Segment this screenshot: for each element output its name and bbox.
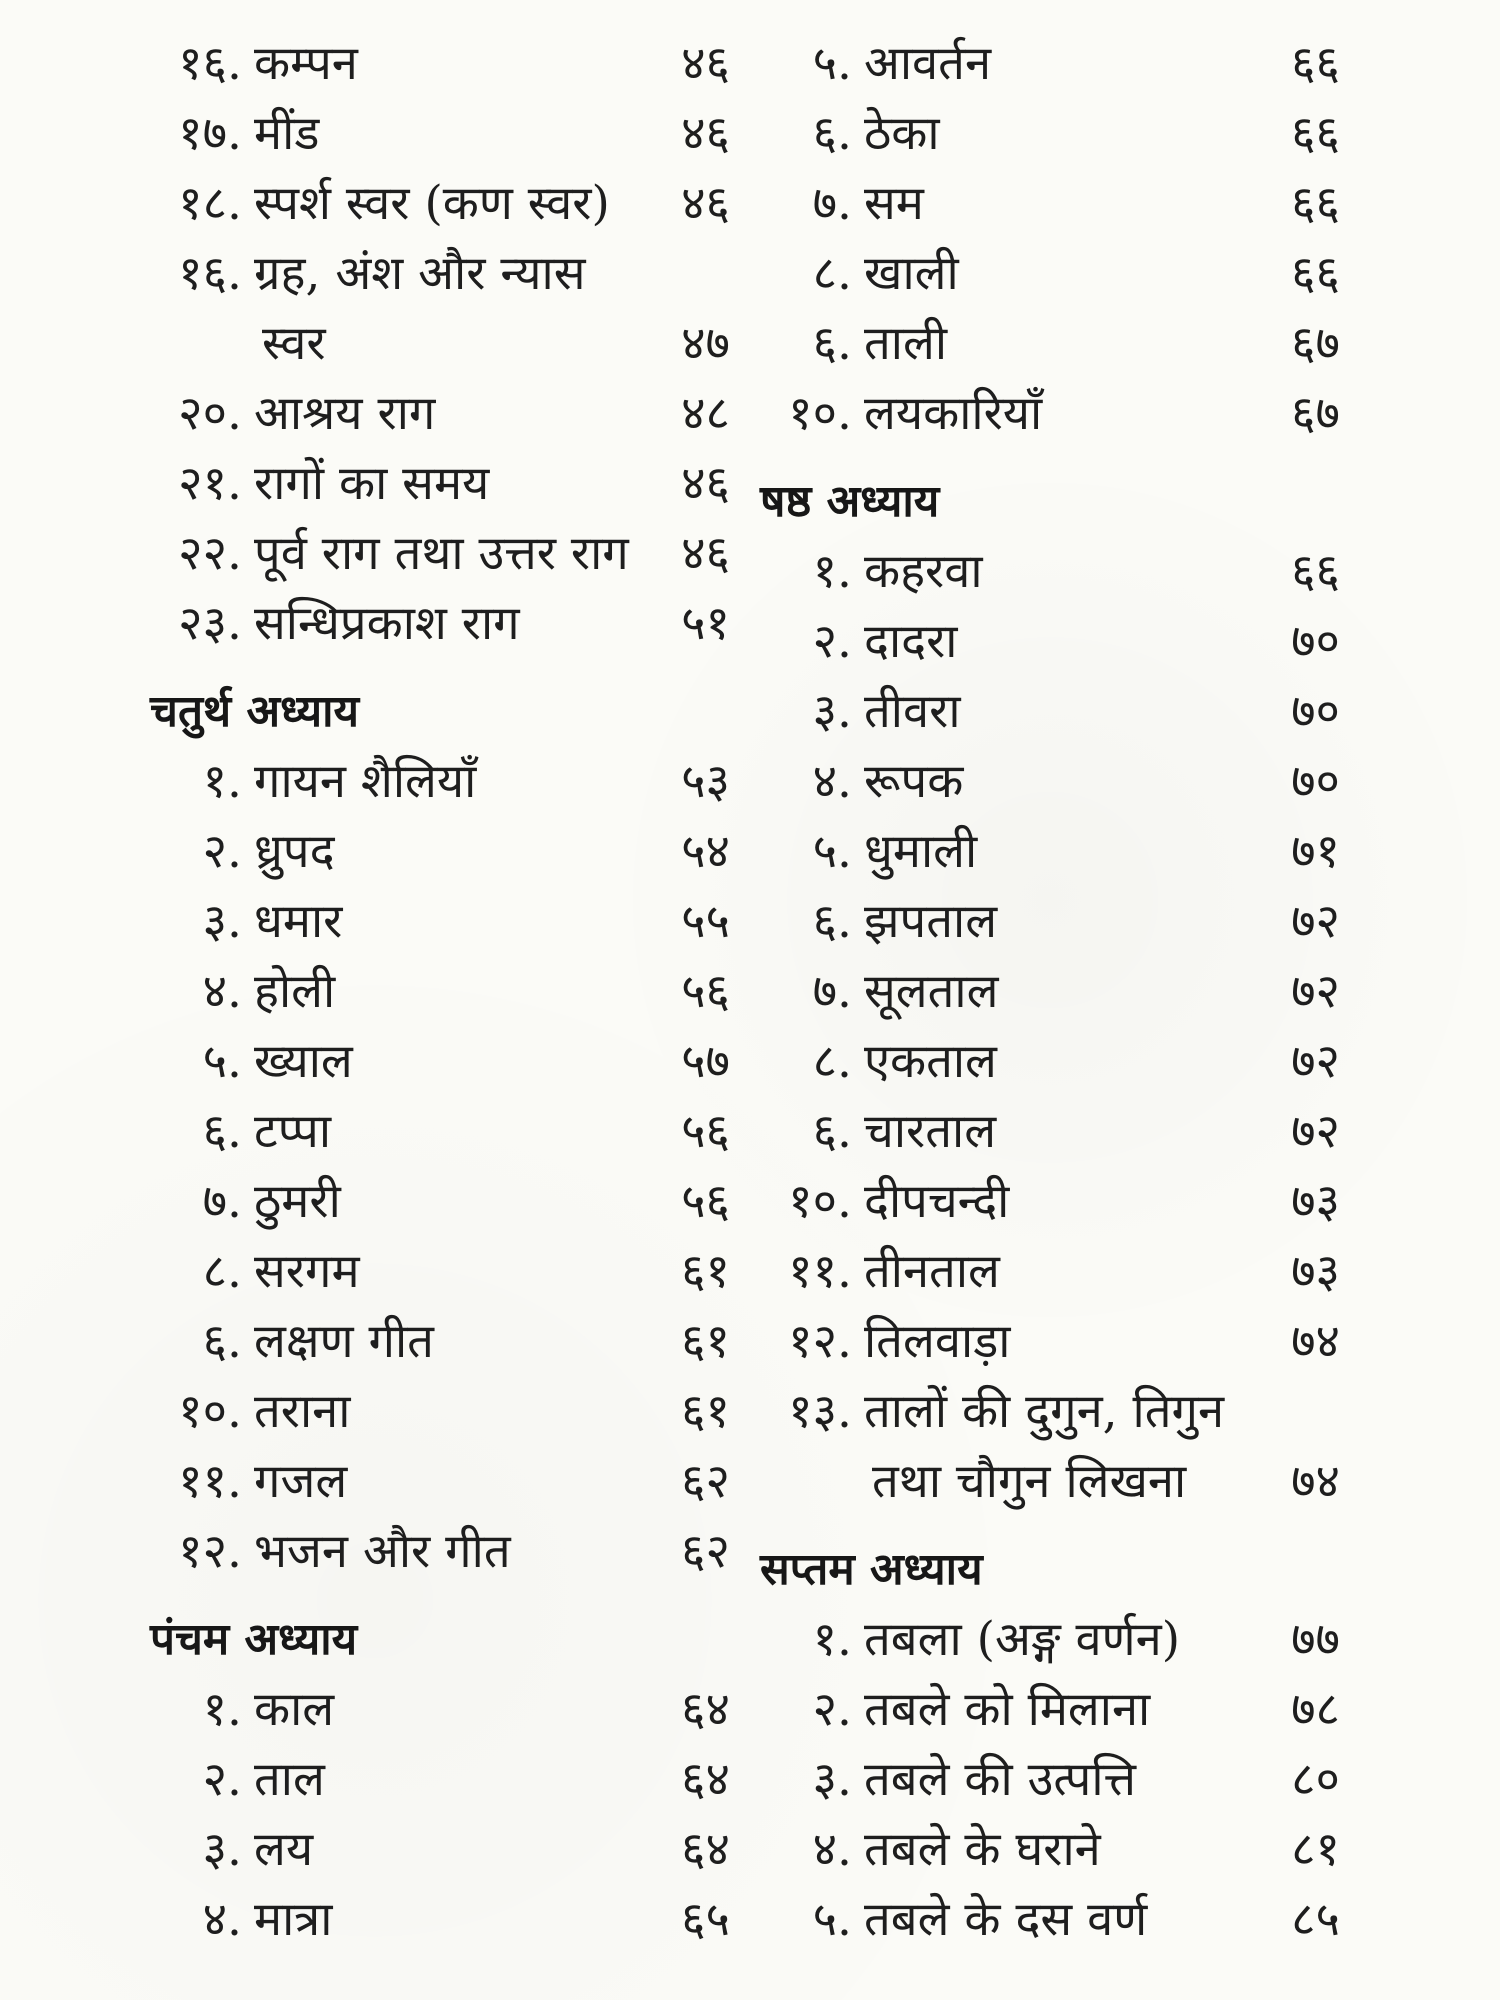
section-heading: चतुर्थ अध्याय	[150, 686, 360, 737]
entry-title: स्पर्श स्वर (कण स्वर)	[254, 176, 610, 231]
entry-page-number: ४६	[681, 526, 730, 581]
entry-title: लयकारियाँ	[864, 386, 1043, 441]
entry-page-number: ४८	[681, 386, 730, 441]
entry-number: ७.	[812, 176, 852, 231]
toc-entry	[150, 1096, 730, 1168]
toc-entry	[150, 1814, 730, 1886]
entry-page-number: ६६	[1291, 176, 1340, 231]
entry-page-number: ७४	[1291, 1454, 1340, 1509]
entry-number: ११.	[178, 1454, 242, 1509]
entry-number: ५.	[202, 1034, 242, 1089]
toc-entry	[150, 956, 730, 1028]
entry-number: ६.	[202, 1104, 242, 1159]
entry-number: १७.	[178, 106, 242, 161]
entry-title: झपताल	[864, 894, 998, 949]
entry-page-number: ६६	[1291, 246, 1340, 301]
entry-title: सरगम	[254, 1244, 360, 1299]
entry-number: १.	[202, 1682, 242, 1737]
entry-page-number: ७१	[1291, 824, 1340, 879]
entry-title: लक्षण गीत	[254, 1314, 434, 1369]
entry-title: तबले के घराने	[864, 1822, 1101, 1877]
entry-title: ग्रह, अंश और न्यास	[254, 246, 586, 301]
toc-entry	[150, 238, 730, 310]
entry-title: सूलताल	[864, 964, 999, 1019]
entry-number: ६.	[812, 316, 852, 371]
entry-number: २.	[812, 614, 852, 669]
entry-title: ठेका	[864, 106, 940, 161]
entry-title: ठुमरी	[254, 1174, 341, 1229]
toc-entry	[150, 1446, 730, 1518]
toc-entry	[760, 1306, 1340, 1378]
entry-title: स्वर	[262, 316, 326, 371]
entry-title: तीनताल	[864, 1244, 1000, 1299]
entry-title: मात्रा	[254, 1892, 333, 1947]
entry-title: ताली	[864, 316, 948, 371]
toc-entry	[760, 1604, 1340, 1676]
entry-page-number: ६२	[681, 1524, 730, 1579]
entry-page-number: ५४	[681, 824, 730, 879]
toc-entry	[760, 956, 1340, 1028]
entry-page-number: ५१	[681, 596, 730, 651]
entry-page-number: ५३	[681, 754, 730, 809]
entry-page-number: ४६	[681, 176, 730, 231]
entry-page-number: ७२	[1291, 894, 1340, 949]
entry-number: ८.	[812, 1034, 852, 1089]
entry-page-number: ४६	[681, 456, 730, 511]
entry-title: तीवरा	[864, 684, 961, 739]
entry-title: गायन शैलियाँ	[254, 754, 477, 809]
entry-number: १६.	[178, 36, 242, 91]
entry-title: तथा चौगुन लिखना	[872, 1454, 1187, 1509]
toc-entry	[150, 1306, 730, 1378]
entry-title: कम्पन	[254, 36, 358, 91]
entry-number: ४.	[202, 964, 242, 1019]
toc-entry	[150, 1744, 730, 1816]
toc-entry	[760, 816, 1340, 888]
entry-number: ६.	[202, 1314, 242, 1369]
entry-number: ८.	[202, 1244, 242, 1299]
entry-page-number: ६४	[681, 1752, 730, 1807]
toc-entry	[760, 746, 1340, 818]
entry-title: रूपक	[864, 754, 964, 809]
entry-title: तबले की उत्पत्ति	[864, 1752, 1137, 1807]
toc-entry	[760, 168, 1340, 240]
entry-number: १०.	[178, 1384, 242, 1439]
toc-entry	[150, 1166, 730, 1238]
entry-page-number: ६१	[681, 1244, 730, 1299]
entry-title: तिलवाड़ा	[864, 1314, 1011, 1369]
entry-page-number: ५७	[681, 1034, 730, 1089]
toc-entry	[760, 886, 1340, 958]
entry-page-number: ८०	[1291, 1752, 1340, 1807]
entry-title: ख्याल	[254, 1034, 353, 1089]
entry-title: ध्रुपद	[254, 824, 335, 879]
entry-page-number: ७३	[1291, 1174, 1340, 1229]
entry-title: गजल	[254, 1454, 348, 1509]
toc-entry	[150, 588, 730, 660]
entry-page-number: ५६	[681, 964, 730, 1019]
entry-number: ७.	[812, 964, 852, 1019]
entry-number: १०.	[788, 1174, 852, 1229]
entry-page-number: ५६	[681, 1104, 730, 1159]
entry-title: दादरा	[864, 614, 958, 669]
entry-title: चारताल	[864, 1104, 997, 1159]
entry-title: तबले के दस वर्ण	[864, 1892, 1148, 1947]
toc-entry	[150, 378, 730, 450]
toc-entry	[150, 518, 730, 590]
toc-entry	[150, 448, 730, 520]
entry-number: २.	[202, 1752, 242, 1807]
toc-entry	[760, 1096, 1340, 1168]
entry-page-number: ४७	[681, 316, 730, 371]
toc-entry	[150, 1674, 730, 1746]
entry-title: तराना	[254, 1384, 351, 1439]
entry-page-number: ६२	[681, 1454, 730, 1509]
entry-title: धुमाली	[864, 824, 978, 879]
section-heading: सप्तम अध्याय	[760, 1544, 983, 1595]
toc-entry	[760, 238, 1340, 310]
entry-number: २१.	[178, 456, 242, 511]
toc-entry	[150, 886, 730, 958]
toc-entry	[760, 1674, 1340, 1746]
entry-title: तबले को मिलाना	[864, 1682, 1151, 1737]
entry-page-number: ७२	[1291, 1104, 1340, 1159]
entry-page-number: ६१	[681, 1314, 730, 1369]
entry-page-number: ७८	[1291, 1682, 1340, 1737]
entry-title: तालों की दुगुन, तिगुन	[864, 1384, 1225, 1439]
entry-page-number: ८१	[1291, 1822, 1340, 1877]
toc-entry-continuation	[760, 1446, 1340, 1518]
entry-number: ३.	[812, 1752, 852, 1807]
entry-number: २३.	[178, 596, 242, 651]
entry-title: आश्रय राग	[254, 386, 436, 441]
toc-entry	[760, 378, 1340, 450]
entry-title: कहरवा	[864, 544, 983, 599]
entry-page-number: ७७	[1291, 1612, 1340, 1667]
entry-page-number: ७०	[1291, 614, 1340, 669]
entry-title: रागों का समय	[254, 456, 490, 511]
toc-entry	[760, 676, 1340, 748]
toc-entry	[760, 1026, 1340, 1098]
entry-number: २२.	[178, 526, 242, 581]
entry-page-number: ७२	[1291, 964, 1340, 1019]
entry-title: सम	[864, 176, 924, 231]
entry-page-number: ६१	[681, 1384, 730, 1439]
toc-entry	[150, 746, 730, 818]
toc-entry	[760, 606, 1340, 678]
toc-entry	[150, 1516, 730, 1588]
entry-page-number: ६७	[1291, 316, 1340, 371]
entry-number: २.	[812, 1682, 852, 1737]
toc-entry	[760, 1166, 1340, 1238]
entry-number: १.	[812, 1612, 852, 1667]
entry-page-number: ७०	[1291, 754, 1340, 809]
entry-page-number: ४६	[681, 36, 730, 91]
entry-title: काल	[254, 1682, 335, 1737]
entry-page-number: ७०	[1291, 684, 1340, 739]
entry-title: सन्धिप्रकाश राग	[254, 596, 520, 651]
entry-number: २०.	[178, 386, 242, 441]
toc-entry	[760, 1744, 1340, 1816]
entry-number: १२.	[178, 1524, 242, 1579]
entry-page-number: ७२	[1291, 1034, 1340, 1089]
entry-number: ८.	[812, 246, 852, 301]
entry-number: १२.	[788, 1314, 852, 1369]
entry-page-number: ६४	[681, 1682, 730, 1737]
entry-number: १.	[202, 754, 242, 809]
entry-page-number: ७३	[1291, 1244, 1340, 1299]
entry-title: टप्पा	[254, 1104, 332, 1159]
toc-entry	[760, 28, 1340, 100]
entry-page-number: ५५	[681, 894, 730, 949]
toc-entry	[760, 536, 1340, 608]
toc-entry	[760, 98, 1340, 170]
entry-number: ११.	[788, 1244, 852, 1299]
entry-page-number: ६७	[1291, 386, 1340, 441]
entry-page-number: ४६	[681, 106, 730, 161]
toc-entry	[760, 1236, 1340, 1308]
entry-number: ३.	[202, 1822, 242, 1877]
toc-entry	[150, 1026, 730, 1098]
section-heading: षष्ठ अध्याय	[760, 476, 940, 527]
entry-page-number: ६४	[681, 1822, 730, 1877]
entry-title: तबला (अङ्ग वर्णन)	[864, 1612, 1181, 1667]
entry-page-number: ६६	[1291, 106, 1340, 161]
entry-number: १६.	[178, 246, 242, 301]
entry-title: ताल	[254, 1752, 325, 1807]
entry-number: ४.	[812, 754, 852, 809]
toc-entry	[150, 168, 730, 240]
toc-entry	[760, 1814, 1340, 1886]
entry-title: होली	[254, 964, 336, 1019]
toc-entry	[150, 28, 730, 100]
entry-title: पूर्व राग तथा उत्तर राग	[254, 526, 629, 581]
entry-title: एकताल	[864, 1034, 997, 1089]
entry-page-number: ६६	[1291, 544, 1340, 599]
entry-number: ६.	[812, 1104, 852, 1159]
entry-page-number: ८५	[1291, 1892, 1340, 1947]
entry-title: दीपचन्दी	[864, 1174, 1010, 1229]
section-heading: पंचम अध्याय	[150, 1614, 358, 1665]
entry-page-number: ६६	[1291, 36, 1340, 91]
toc-entry	[760, 1376, 1340, 1448]
entry-number: ४.	[202, 1892, 242, 1947]
entry-title: लय	[254, 1822, 314, 1877]
toc-entry	[150, 1884, 730, 1956]
entry-page-number: ६५	[681, 1892, 730, 1947]
toc-entry-continuation	[150, 308, 730, 380]
entry-number: ४.	[812, 1822, 852, 1877]
toc-entry	[150, 1236, 730, 1308]
entry-title: मींड	[254, 106, 320, 161]
toc-entry	[760, 308, 1340, 380]
toc-entry	[150, 1376, 730, 1448]
entry-title: खाली	[864, 246, 959, 301]
entry-number: १०.	[788, 386, 852, 441]
entry-number: २.	[202, 824, 242, 879]
entry-number: ५.	[812, 36, 852, 91]
toc-entry	[760, 1884, 1340, 1956]
entry-number: ६.	[812, 894, 852, 949]
entry-number: ५.	[812, 824, 852, 879]
entry-number: १८.	[178, 176, 242, 231]
entry-number: ६.	[812, 106, 852, 161]
entry-page-number: ७४	[1291, 1314, 1340, 1369]
entry-number: ५.	[812, 1892, 852, 1947]
toc-entry	[150, 816, 730, 888]
entry-title: आवर्तन	[864, 36, 992, 91]
entry-title: धमार	[254, 894, 343, 949]
entry-number: ७.	[202, 1174, 242, 1229]
entry-number: ३.	[202, 894, 242, 949]
entry-number: ३.	[812, 684, 852, 739]
toc-entry	[150, 98, 730, 170]
entry-title: भजन और गीत	[254, 1524, 511, 1579]
entry-number: १३.	[788, 1384, 852, 1439]
entry-number: १.	[812, 544, 852, 599]
entry-page-number: ५६	[681, 1174, 730, 1229]
